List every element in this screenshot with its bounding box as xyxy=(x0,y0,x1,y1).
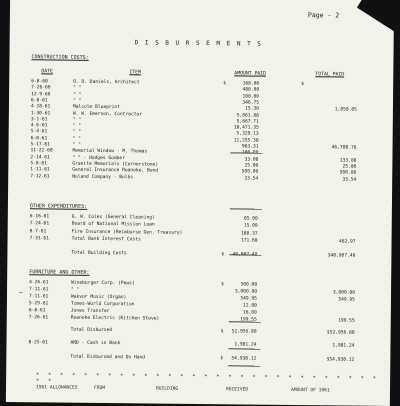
footer-text-3: BUILDING xyxy=(155,386,179,392)
date-cell: 7-31-61 xyxy=(29,236,49,242)
amount-cell: 199.55 xyxy=(240,317,257,323)
date-cell: 3-1-61 xyxy=(30,117,48,123)
date-cell: 8-25-61 xyxy=(28,340,48,346)
item-cell: O. D. Daniels, Architect xyxy=(73,79,140,86)
section-heading-furniture: FURNITURE AND OTHER: xyxy=(29,269,90,276)
amount-cell: 346.75 xyxy=(242,100,260,106)
date-cell: 4-18-61 xyxy=(30,104,51,110)
rule xyxy=(228,365,260,366)
item-cell: " " xyxy=(72,142,81,148)
date-cell: 7-11-61 xyxy=(28,294,49,300)
amount-cell: 1,981.24 xyxy=(234,342,257,348)
item-cell: " " - Hodges Gomber xyxy=(72,155,126,161)
document-page xyxy=(6,0,394,406)
date-cell: 5-29-61 xyxy=(28,301,49,307)
date-cell: 11-22-60 xyxy=(30,148,53,154)
total-cell: 46,708.76 xyxy=(331,145,357,151)
item-cell: Total Bank Interest Costs xyxy=(71,236,141,243)
date-cell: 7-24-61 xyxy=(29,221,50,227)
item-cell: Roanoke Electric (Kitchen Stove) xyxy=(70,315,160,322)
amount-cell: 549.95 xyxy=(240,296,257,302)
total-cell: 3,000.00 xyxy=(332,290,356,296)
date-cell: 7-26-61 xyxy=(28,315,49,321)
amount-cell: 15.30 xyxy=(245,106,259,112)
currency-sign: $ xyxy=(221,282,224,288)
total-cell: 500.00 xyxy=(339,170,357,176)
rule xyxy=(228,348,260,349)
amount-cell: 33.08 xyxy=(244,157,259,163)
item-cell: " " xyxy=(72,117,82,123)
amount-cell: 480.00 xyxy=(242,87,260,93)
item-cell: " " xyxy=(72,123,82,129)
footer-text-2: FROM xyxy=(93,385,106,392)
total-cell: 133.08 xyxy=(339,158,357,164)
date-cell: 7-26-60 xyxy=(31,85,51,91)
date-cell: 2-14-61 xyxy=(30,154,50,161)
amount-cell: 54,938.12 xyxy=(231,356,257,362)
date-cell: 4-6-61 xyxy=(30,123,48,129)
currency-sign: $ xyxy=(223,81,227,87)
item-cell: Total Disbursed and On Hand xyxy=(70,354,146,361)
amount-cell: 52,956.88 xyxy=(231,329,257,335)
item-cell: Wakvor Music (Organ) xyxy=(70,294,127,301)
date-cell: 5-4-61 xyxy=(30,129,48,135)
total-cell: 199.55 xyxy=(338,318,355,324)
footer-text-1: 1961 ALLOWANCES xyxy=(35,385,78,391)
date-cell: 1-30-61 xyxy=(30,110,51,116)
item-cell: " " xyxy=(73,92,82,98)
total-cell: $48,907.40 xyxy=(327,253,356,259)
footer-text-5: AMOUNT OF 1961 xyxy=(290,387,330,394)
amount-cell: 963.31 xyxy=(241,144,259,150)
amount-cell: 5,667.71 xyxy=(236,119,259,125)
item-cell: AND - Cash in Bank xyxy=(70,340,121,347)
amount-cell: 11,255.38 xyxy=(233,138,259,144)
item-cell: " " xyxy=(72,98,82,104)
item-cell: W. W. Emerson, Contractor xyxy=(72,111,143,117)
item-cell: " " xyxy=(72,130,82,136)
date-cell: 6-8-60 xyxy=(31,79,48,85)
amount-cell: 48,907.40 xyxy=(232,252,258,258)
table-row xyxy=(7,326,391,337)
amount-cell: 100.00 xyxy=(242,94,260,100)
total-cell: 25.00 xyxy=(342,164,357,170)
currency-sign: $ xyxy=(220,329,224,335)
item-cell: Board of National Mission Loan xyxy=(71,221,155,228)
total-cell: $52,956.88 xyxy=(326,330,355,336)
item-cell: Malcolm Blueprint xyxy=(72,104,121,111)
total-cell: 1,981.24 xyxy=(332,343,355,349)
amount-cell: 5,061.88 xyxy=(236,112,259,119)
section-heading-other: OTHER EXPENDITURES: xyxy=(29,203,88,210)
date-cell: 6-8-61 xyxy=(28,308,46,314)
item-cell: Jones Transfer xyxy=(70,308,110,315)
item-cell: Wineburger Corp. (Pews) xyxy=(71,280,135,287)
amount-cell: 18,471.35 xyxy=(233,125,259,131)
item-cell: General Insurance Roanoke, Bond xyxy=(72,167,159,174)
item-cell: Memorial Window - M. Thomas xyxy=(72,148,148,155)
item-cell: " " xyxy=(73,85,82,92)
amount-cell: 188.37 xyxy=(241,231,258,237)
total-cell: 33.54 xyxy=(342,176,357,183)
amount-cell: 85.00 xyxy=(243,216,258,222)
amount-cell: 16.00 xyxy=(242,310,257,316)
date-cell: 12-9-60 xyxy=(31,91,51,98)
column-header-amount-paid: AMOUNT PAID xyxy=(234,71,267,77)
amount-cell: 12.00 xyxy=(243,303,257,309)
item-cell: G. W. Coles (General Cleaning) xyxy=(71,214,155,221)
date-cell: 8-7-61 xyxy=(29,228,47,234)
amount-cell: 25.00 xyxy=(244,163,259,169)
column-header-item: ITEM xyxy=(129,70,141,76)
date-cell: 5-17-61 xyxy=(30,142,50,148)
amount-cell: 168.00 xyxy=(242,81,260,87)
total-cell: $54,938.12 xyxy=(326,357,355,363)
rule xyxy=(230,208,262,209)
separator-row: * * * * * * * * * * * * * * * * * * * * * * * * * * * * * * * xyxy=(36,372,379,385)
amount-cell: 3,000.00 xyxy=(234,289,258,295)
currency-sign: $ xyxy=(221,252,225,258)
page-number: Page - 2 xyxy=(307,11,340,20)
column-header-date: DATE xyxy=(41,69,53,75)
amount-cell: 15.00 xyxy=(243,223,258,229)
date-cell: 7-11-61 xyxy=(29,287,49,293)
amount-cell: 171.60 xyxy=(240,238,258,244)
total-cell: 462.97 xyxy=(338,239,356,245)
table-row xyxy=(6,339,390,350)
amount-cell: 500.00 xyxy=(240,282,258,288)
date-cell: 6-16-61 xyxy=(29,214,50,220)
date-cell: 5-8-61 xyxy=(30,161,47,167)
total-cell: 1,050.05 xyxy=(334,107,357,113)
item-cell: " " xyxy=(71,287,80,293)
total-cell: 549.95 xyxy=(338,297,355,303)
document-title: D I S B U R S E M E N T S xyxy=(134,39,263,48)
item-cell: Granite Memorials (Cornerstone) xyxy=(72,161,159,168)
date-cell: 4-26-61 xyxy=(29,280,49,286)
date-cell: 6-8-61 xyxy=(30,98,48,104)
date-cell: 6-8-61 xyxy=(30,135,48,142)
currency-sign: $ xyxy=(220,356,224,362)
footer-text-4: RECEIVED xyxy=(225,387,249,393)
amount-cell: 500.00 xyxy=(241,169,259,175)
item-cell: Noland Company - Bulbs xyxy=(72,174,134,180)
section-heading-construction: CONSTRUCTION COSTS: xyxy=(31,54,89,61)
table-row xyxy=(6,353,390,364)
margin-mark: ~ xyxy=(18,289,23,297)
date-cell: 7-12-61 xyxy=(30,173,50,179)
table-row xyxy=(7,249,391,260)
date-cell: 1-11-61 xyxy=(30,167,50,173)
amount-cell: 33.54 xyxy=(244,175,259,182)
item-cell: Times-World Corporation xyxy=(70,301,135,308)
folded-corner xyxy=(357,0,400,31)
item-cell: Total Building Costs xyxy=(71,250,127,257)
currency-sign: $ xyxy=(301,82,305,88)
amount-cell: 5,329.13 xyxy=(236,131,259,138)
column-header-total-paid: TOTAL PAID xyxy=(315,72,345,78)
item-cell: Fire Insurance (Reimburse Gen. Treasury) xyxy=(71,229,183,236)
amount-cell: 100.00 xyxy=(241,150,259,156)
item-cell: " " xyxy=(72,136,81,142)
item-cell: Total Disbursed xyxy=(70,327,113,334)
